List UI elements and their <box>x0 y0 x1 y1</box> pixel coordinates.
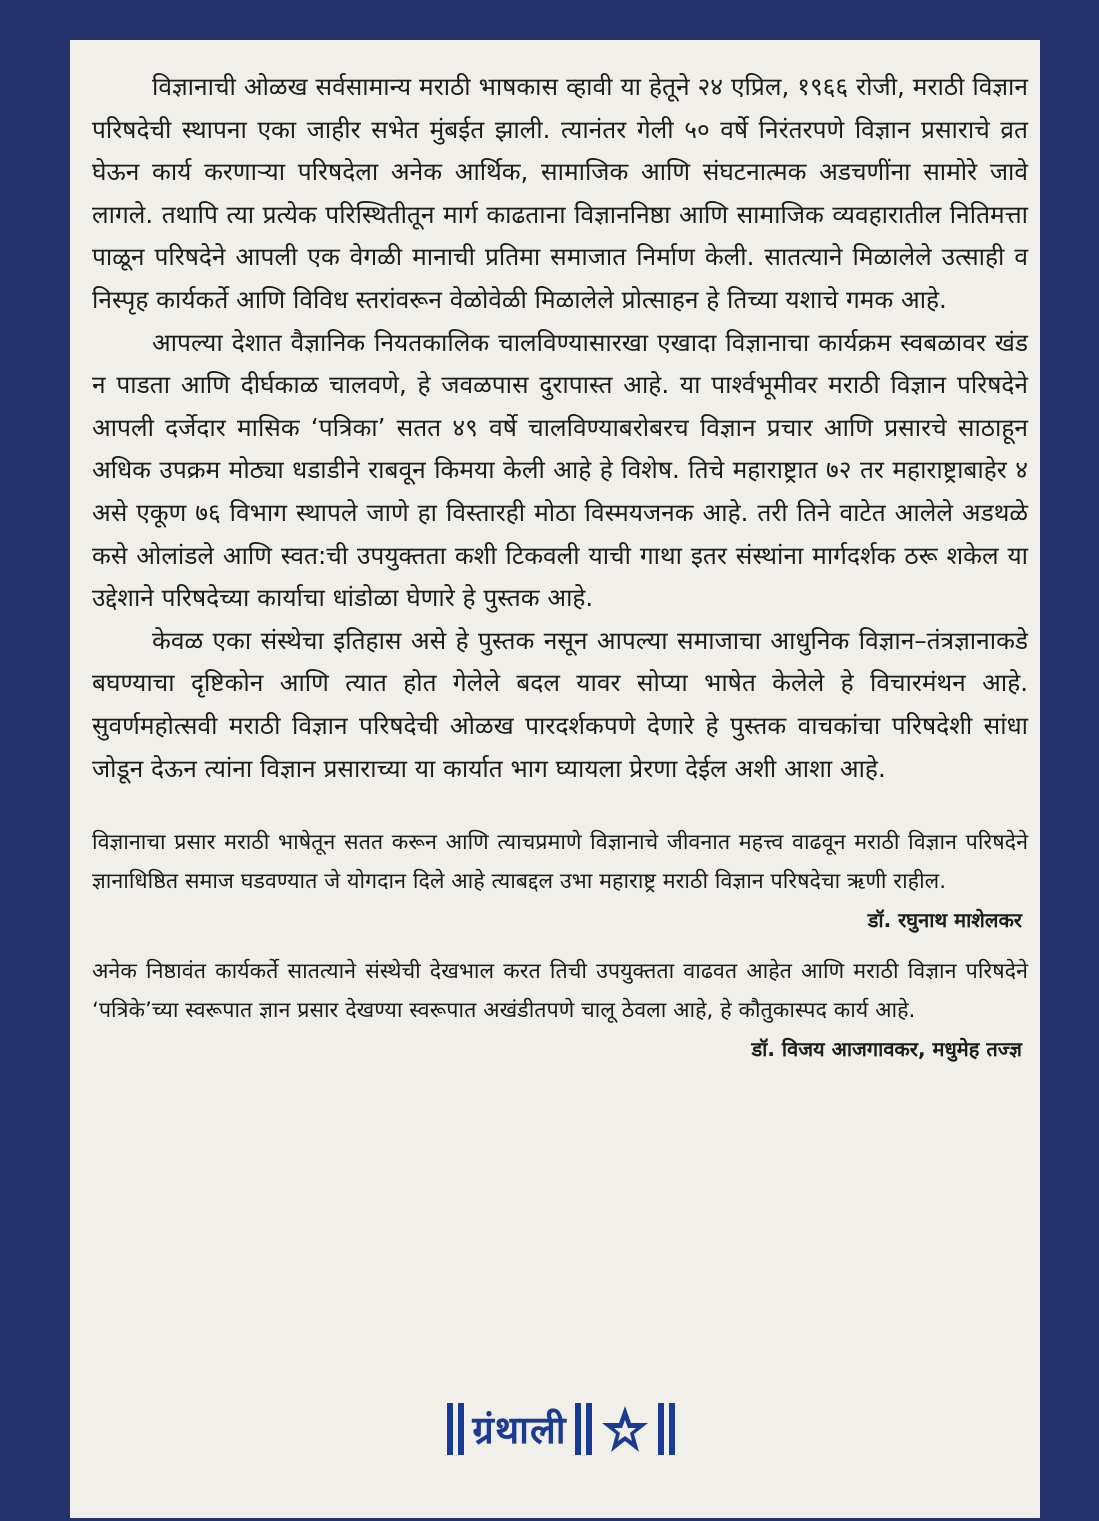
paragraph-2: आपल्या देशात वैज्ञानिक नियतकालिक चालविण्यासारखा एखादा विज्ञानाचा कार्यक्रम स्वबळावर खंड न पाडता आणि दीर्घकाळ चालवणे, हे जवळपास दुरापास्त आहे. या पार्श्वभूमीवर मराठी विज्ञान परिषदेने आपली दर्जेदार मासिक ‘पत्रिका’ सतत ४९ वर्षे चालविण्याबरोबरच विज्ञान प्रचार आणि प्रसारचे साठाहून अधिक उपक्रम मोठ्या धडाडीने राबवून किमया केली आहे हे विशेष. तिचे महाराष्ट्रात ७२ तर महाराष्ट्राबाहेर ४ असे एकूण ७६ विभाग स्थापले जाणे हा विस्तारही मोठा विस्मयजनक आहे. तरी तिने वाटेत आलेले अडथळे कसे ओलांडले आणि स्वत:ची उपयुक्तता कशी टिकवली याची गाथा इतर संस्थांना मार्गदर्शक ठरू शकेल या उद्देशाने परिषदेच्या कार्याचा धांडोळा घेणारे हे पुस्तक आहे. <box>92 327 1028 613</box>
publisher-name: ग्रंथाली <box>472 1408 567 1452</box>
back-cover-page <box>70 40 1040 1518</box>
quote-2-author: डॉ. विजय आजगावकर, मधुमेह तज्ज्ञ <box>751 1037 1022 1062</box>
blurb-text <box>92 66 1028 1068</box>
quote-2-text: अनेक निष्ठावंत कार्यकर्ते सातत्याने संस्थेची देखभाल करत तिची उपयुक्तता वाढवत आहेत आणि मराठी विज्ञान परिषदेने ‘पत्रिके’च्या स्वरूपात ज्ञान प्रसार देखण्या स्वरूपात अखंडीतपणे चालू ठेवला आहे, हे कौतुकास्पद कार्य आहे. <box>92 959 1028 1023</box>
paragraph-3: केवळ एका संस्थेचा इतिहास असे हे पुस्तक नसून आपल्या समाजाचा आधुनिक विज्ञान–तंत्रज्ञानाकडे बघण्याचा दृष्टिकोन आणि त्यात होत गेलेले बदल यावर सोप्या भाषेत केलेले हे विचारमंथन आहे. सुवर्णमहोत्सवी मराठी विज्ञान परिषदेची ओळख पारदर्शकपणे देणारे हे पुस्तक वाचकांचा परिषदेशी सांधा जोडून देऊन त्यांना विज्ञान प्रसाराच्या या कार्यात भाग घ्यायला प्रेरणा देईल अशी आशा आहे. <box>92 625 1028 783</box>
logo-bars-right <box>658 1403 675 1455</box>
quote-1-author: डॉ. रघुनाथ माशेलकर <box>867 908 1022 933</box>
star-emblem-icon <box>600 1404 650 1454</box>
logo-bars-left <box>447 1403 464 1455</box>
paragraph-1: विज्ञानाची ओळख सर्वसामान्य मराठी भाषकास व्हावी या हेतूने २४ एप्रिल, १९६६ रोजी, मराठी विज्ञान परिषदेची स्थापना एका जाहीर सभेत मुंबईत झाली. त्यानंतर गेली ५० वर्षे निरंतरपणे विज्ञान प्रसाराचे व्रत घेऊन कार्य करणाऱ्या परिषदेला अनेक आर्थिक, सामाजिक आणि संघटनात्मक अडचणींना सामोरे जावे लागले. तथापि त्या प्रत्येक परिस्थितीतून मार्ग काढताना विज्ञाननिष्ठा आणि सामाजिक व्यवहारातील नितिमत्ता पाळून परिषदेने आपली एक वेगळी मानाची प्रतिमा समाजात निर्माण केली. सातत्याने मिळालेले उत्साही व निस्पृह कार्यकर्ते आणि विविध स्तरांवरून वेळोवेळी मिळालेले प्रोत्साहन हे तिच्या यशाचे गमक आहे. <box>92 72 1028 314</box>
logo-bars-middle <box>575 1403 592 1455</box>
publisher-logo <box>416 1397 706 1461</box>
quote-1-text: विज्ञानाचा प्रसार मराठी भाषेतून सतत करून आणि त्याचप्रमाणे विज्ञानाचे जीवनात महत्त्व वाढवून मराठी विज्ञान परिषदेने ज्ञानाधिष्ठित समाज घडवण्यात जे योगदान दिले आहे त्याबद्दल उभा महाराष्ट्र मराठी विज्ञान परिषदेचा ऋणी राहील. <box>92 830 1028 894</box>
